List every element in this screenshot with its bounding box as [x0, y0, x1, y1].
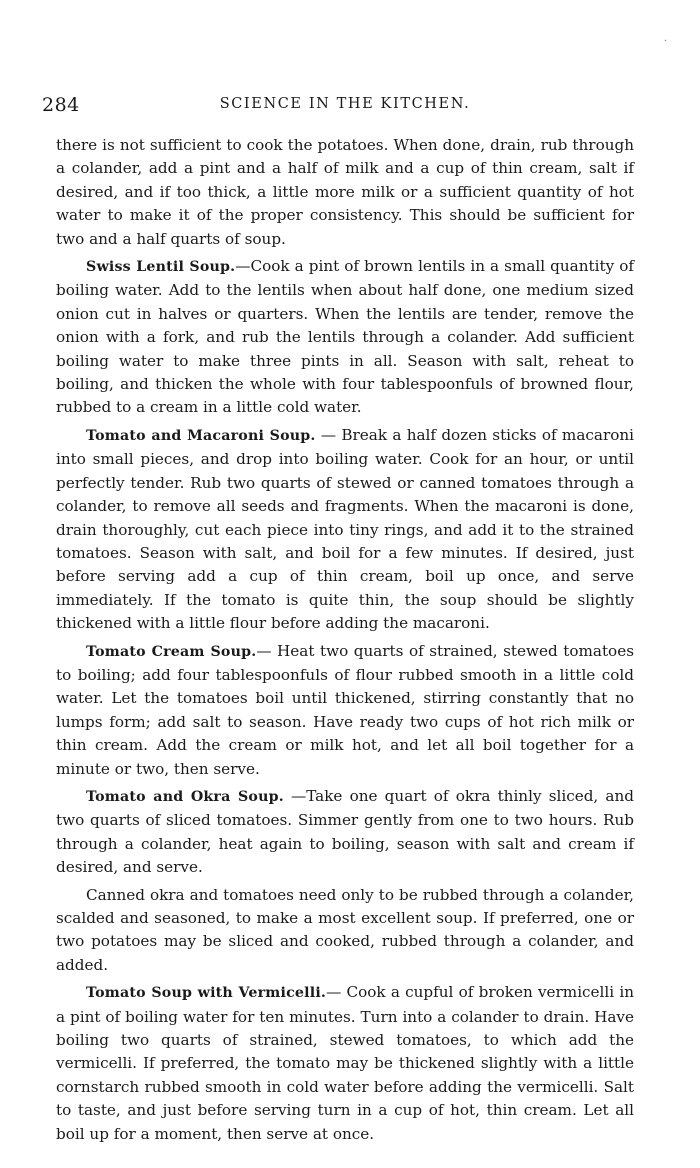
- book-page: [42, 92, 634, 1150]
- paragraph-text: there is not sufficient to cook the potatoes. When done, drain, rub through a colander, add a pint and a half of milk and a cup of thin cream, salt if desired, and if too thick, a little more milk or a sufficient quantity of hot water to make it of the proper consistency. This should be sufficient for two and a half quarts of soup.: [56, 136, 634, 248]
- page-header: [42, 92, 634, 122]
- recipe-text: —Cook a pint of brown lentils in a small quantity of boiling water. Add to the lentils when about half done, one medium sized onion cut in halves or quarters. When the lentils are tender, remove the onion with a fork, and rub the lentils through a colander. Add sufficient boiling water to make three pints in all. Season with salt, reheat to boiling, and thicken the whole with four tablespoonfuls of browned flour, rubbed to a cream in a little cold water.: [56, 257, 634, 417]
- recipe-title: Tomato and Macaroni Soup.: [86, 427, 316, 444]
- recipe-tomato-okra-soup: [56, 785, 634, 880]
- recipe-title: Swiss Lentil Soup.: [86, 259, 236, 276]
- paragraph-canned-okra: [56, 884, 634, 978]
- recipe-text: — Heat two quarts of strained, stewed tomatoes to boiling; add four tablespoonfuls of flour rubbed smooth in a little cold water. Let the tomatoes boil until thickened, stirring constantly that no lumps form; add salt to season. Have ready two cups of hot rich milk or thin cream. Add the cream or milk hot, and let all boil together for a minute or two, then serve.: [56, 641, 634, 778]
- recipe-title: Tomato Cream Soup.: [86, 643, 257, 660]
- recipe-swiss-lentil-soup: [56, 255, 634, 420]
- recipe-text: — Break a half dozen sticks of macaroni into small pieces, and drop into boiling water. Cook for an hour, or until perfectly tender. Rub two quarts of stewed or canned tomatoes through a colander, to remove all seeds and fragments. When the macaroni is done, drain thoroughly, cut each piece into tiny rings, and add it to the strained tomatoes. Season with salt, and boil for a few minutes. If desired, just before serving add a cup of thin cream, boil up once, and serve immediately. If the tomato is quite thin, the soup should be slightly thickened with a little flour before adding the macaroni.: [56, 425, 634, 633]
- body-text: [56, 134, 634, 1146]
- recipe-title: Tomato and Okra Soup.: [86, 788, 284, 805]
- recipe-tomato-vermicelli-soup: [56, 981, 634, 1146]
- scan-speck: ·: [664, 36, 668, 47]
- paragraph-potato-soup-continued: [56, 134, 634, 251]
- page-number: 284: [42, 94, 80, 116]
- recipe-tomato-cream-soup: [56, 640, 634, 781]
- paragraph-text: Canned okra and tomatoes need only to be rubbed through a colander, scalded and seasoned, to make a most excellent soup. If preferred, one or two potatoes may be sliced and cooked, rubbed through a colander, and added.: [56, 885, 634, 974]
- running-head: SCIENCE IN THE KITCHEN.: [219, 96, 471, 112]
- recipe-text: —Take one quart of okra thinly sliced, and two quarts of sliced tomatoes. Simmer gently from one to two hours. Rub through a colander, heat again to boiling, season with salt and cream if desired, and serve.: [56, 786, 634, 877]
- recipe-text: — Cook a cupful of broken vermicelli in a pint of boiling water for ten minutes. Turn into a colander to drain. Have boiling two quarts of strained, stewed tomatoes, to which add the vermicelli. If preferred, the tomato may be thickened slightly with a little cornstarch rubbed smooth in cold water before adding the vermicelli. Salt to taste, and just before serving turn in a cup of hot, thin cream. Let all boil up for a moment, then serve at once.: [56, 983, 634, 1143]
- recipe-title: Tomato Soup with Vermicelli.: [86, 985, 327, 1002]
- recipe-tomato-macaroni-soup: [56, 424, 634, 636]
